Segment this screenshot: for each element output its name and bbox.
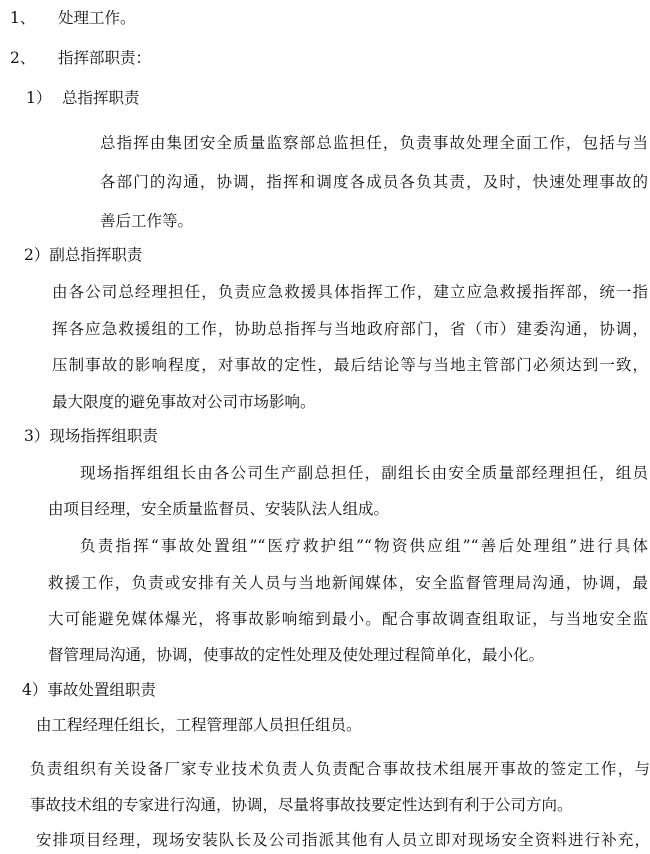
section-1-heading: 总指挥职责 bbox=[62, 89, 140, 107]
section-4-para-line-2: 事故技术组的专家进行沟通，协调，尽量将事故技要定性达到有利于公司方向。 bbox=[30, 796, 573, 814]
section-3-heading: 3）现场指挥组职责 bbox=[24, 427, 158, 445]
section-4-line-1: 由工程经理任组长，工程管理部人员担任组员。 bbox=[36, 716, 362, 734]
section-2-heading: 2）副总指挥职责 bbox=[24, 246, 143, 264]
section-3-para2-line-1: 负责指挥“事故处置组”“医疗救护组”“物资供应组”“善后处理组”进行具体 bbox=[80, 537, 648, 555]
item-2-text: 指挥部职责： bbox=[58, 49, 152, 67]
section-3-para1-line-1: 现场指挥组组长由各公司生产副总担任，副组长由安全质量部经理担任，组员 bbox=[80, 464, 648, 482]
section-4-last-line: 安排项目经理，现场安装队长及公司指派其他有人员立即对现场安全资料进行补充， bbox=[36, 831, 650, 849]
section-3-para2-line-2: 救援工作，负责或安排有关人员与当地新闻媒体，安全监督管理局沟通，协调，最 bbox=[48, 574, 648, 592]
section-1-line-1: 总指挥由集团安全质量监察部总监担任，负责事故处理全面工作，包括与当 bbox=[100, 134, 648, 152]
section-1-heading-number: 1） bbox=[26, 89, 52, 107]
item-1-text: 处理工作。 bbox=[58, 9, 136, 27]
section-2-line-1: 由各公司总经理担任，负责应急救援具体指挥工作，建立应急救援指挥部，统一指 bbox=[52, 283, 648, 301]
section-4-heading: 4）事故处置组职责 bbox=[22, 681, 156, 699]
item-1-number: 1、 bbox=[10, 9, 36, 27]
section-4-para-line-1: 负责组织有关设备厂家专业技术负责人负责配合事故技术组展开事故的签定工作，与 bbox=[30, 760, 650, 778]
section-1-line-2: 各部门的沟通，协调，指挥和调度各成员各负其责，及时，快速处理事故的 bbox=[100, 173, 648, 191]
section-2-line-3: 压制事故的影响程度，对事故的定性，最后结论等与当地主管部门必须达到一致， bbox=[52, 356, 648, 374]
section-3-para1-line-2: 由项目经理，安全质量监督员、安装队法人组成。 bbox=[48, 500, 390, 518]
section-3-para2-line-4: 督管理局沟通，协调，使事故的定性处理及使处理过程简单化，最小化。 bbox=[48, 646, 545, 664]
section-1-line-3: 善后工作等。 bbox=[100, 212, 194, 230]
section-3-para2-line-3: 大可能避免媒体爆光，将事故影响缩到最小。配合事故调查组取证，与当地安全监 bbox=[48, 610, 648, 628]
section-2-line-4: 最大限度的避免事故对公司市场影响。 bbox=[52, 393, 316, 411]
section-2-line-2: 挥各应急救援组的工作，协助总指挥与当地政府部门，省（市）建委沟通，协调， bbox=[52, 320, 648, 338]
item-2-number: 2、 bbox=[10, 49, 36, 67]
